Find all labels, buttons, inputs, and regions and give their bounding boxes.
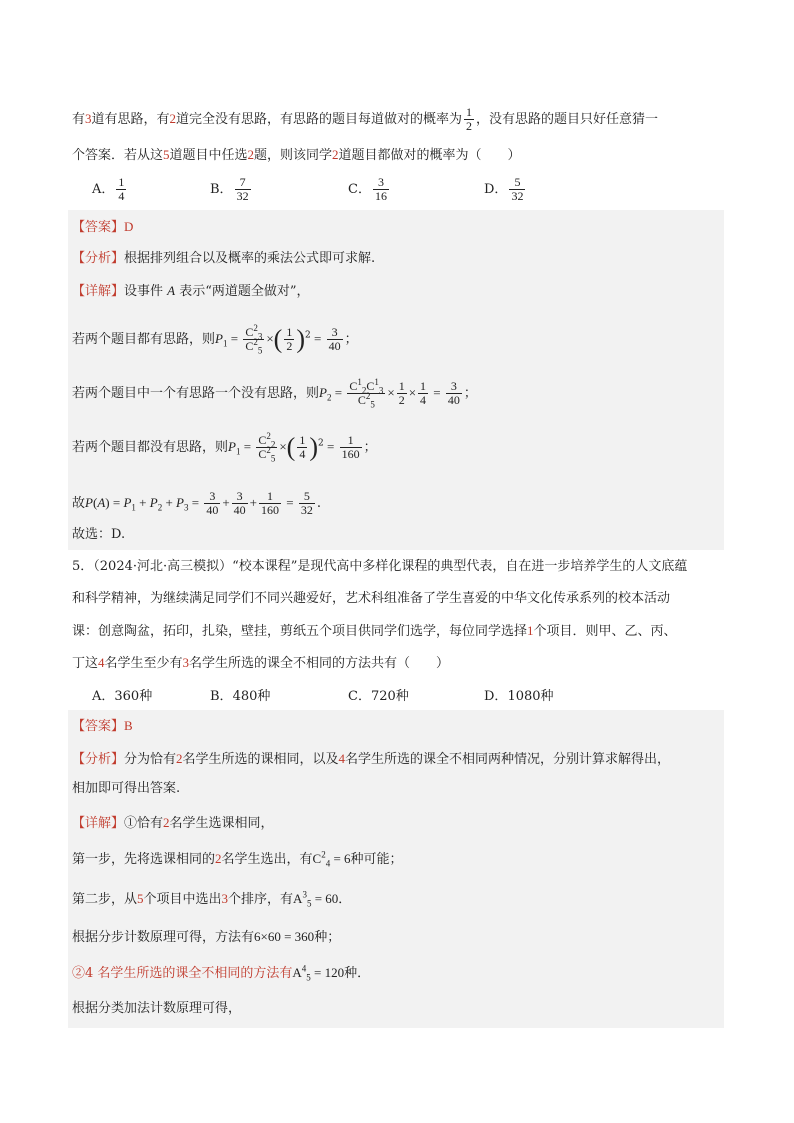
q4-answer: 【答案】D bbox=[72, 219, 134, 235]
q4-case2: 若两个题目中一个有思路一个没有思路，则$P_2$ = $\frac{C^1_2C^1_3}{C^2_5}$ × $\frac{1}{2}$ × $\frac{1}{4}$ = $\frac{3}{40}$ ； bbox=[72, 377, 477, 410]
q5-step2: 第二步，从5个项目中选出3个排序，有$A^3_5 = 60$． bbox=[72, 889, 352, 909]
q5-stem-line4: 丁这4名学生至少有3名学生所选的课全不相同的方法共有（ ） bbox=[72, 655, 450, 671]
q4-stem-line2: 个答案．若从这5道题目中任选2题，则该同学2道题目都做对的概率为（ ） bbox=[72, 147, 521, 163]
q4-option-a: A． $\frac{1}{4}$ bbox=[92, 175, 125, 203]
q5-stem-line2: 和科学精神，为继续满足同学们不同兴趣爱好，艺术科组准备了学生喜爱的中华文化传承系列的校本活动 bbox=[72, 591, 671, 606]
q4-option-d: D． $\frac{5}{32}$ bbox=[484, 175, 524, 203]
q5-step1: 第一步，先将选课相同的2名学生选出，有$C^2_4 = 6$种可能； bbox=[72, 849, 403, 869]
case2-result: $\frac{3}{40}$ bbox=[447, 379, 460, 407]
sum-result: $\frac{5}{32}$ bbox=[300, 489, 313, 517]
q4-case3: 若两个题目都没有思路，则$P_1$ = $\frac{C^2_2}{C^2_5}$ ×( $\frac{1}{4}$ )$^2$ = $\frac{1}{160}$ ； bbox=[72, 431, 377, 464]
q4-option-c: C． $\frac{3}{16}$ bbox=[348, 175, 387, 203]
q5-option-d: D．1080种 bbox=[484, 689, 554, 704]
case3-result: $\frac{1}{160}$ bbox=[341, 433, 360, 461]
q5-analysis-line2: 相加即可得出答案. bbox=[72, 781, 181, 796]
q5-analysis: 【分析】分为恰有2名学生所选的课相同，以及4名学生所选的课全不相同两种情况，分别计算求解得出， bbox=[72, 751, 671, 767]
q4-option-b: B． $\frac{7}{32}$ bbox=[210, 175, 249, 203]
case1-result: $\frac{3}{40}$ bbox=[328, 325, 341, 353]
q4-stem-line1: 有3道有思路，有2道完全没有思路，有思路的题目每道做对的概率为 $\frac{1}{2}$ ，没有思路的题目只好任意猜一 bbox=[72, 105, 659, 133]
fraction-one-half: $\frac{1}{2}$ bbox=[466, 105, 473, 133]
q5-final: 根据分类加法计数原理可得， bbox=[72, 1001, 242, 1016]
q5-option-a: A．360种 bbox=[92, 689, 153, 704]
q5-stem-line1: 5．（2024·河北·高三模拟）“校本课程”是现代高中多样化课程的典型代表，自在进一步培养学生的人文底蕴 bbox=[72, 559, 688, 574]
q4-case1: 若两个题目都有思路，则$P_1$ = $\frac{C^2_3}{C^2_5}$ ×( $\frac{1}{2}$ )$^2$ = $\frac{3}{40}$ ； bbox=[72, 323, 358, 356]
q4-detail-intro: 【详解】设事件 A 表示“两道题全做对”， bbox=[72, 283, 310, 299]
q5-option-c: C．720种 bbox=[348, 689, 409, 704]
q4-sum: 故$P(A) = P_1 + P_2 + P_3$ = $\frac{3}{40}$ + $\frac{3}{40}$ + $\frac{1}{160}$ = $\frac{5}{32}$ . bbox=[72, 489, 321, 517]
q5-option-b: B．480种 bbox=[210, 689, 271, 704]
q5-answer: 【答案】B bbox=[72, 718, 133, 734]
q5-detail-intro: 【详解】①恰有2名学生选课相同， bbox=[72, 815, 274, 831]
q4-choose: 故选：D. bbox=[72, 527, 126, 542]
q4-analysis: 【分析】根据排列组合以及概率的乘法公式即可求解. bbox=[72, 251, 376, 266]
q5-case2: ②4 名学生所选的课全不相同的方法有$A^4_5 = 120$种． bbox=[72, 963, 371, 983]
q5-stem-line3: 课：创意陶盆，拓印，扎染，壁挂，剪纸五个项目供同学们选学，每位同学选择1个项目．则甲、乙、丙、 bbox=[72, 623, 677, 639]
q5-step3: 根据分步计数原理可得，方法有6×60 = 360种； bbox=[72, 929, 341, 945]
